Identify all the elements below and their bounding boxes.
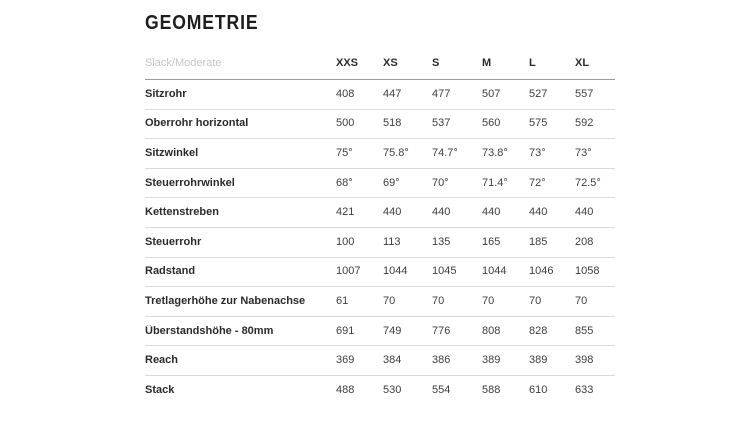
table-row xyxy=(145,80,615,110)
cell-value: 575 xyxy=(529,117,548,130)
cell-value: 208 xyxy=(575,235,594,248)
cell-value: 1007 xyxy=(336,265,361,278)
column-header-xl: XL xyxy=(575,57,590,69)
cell-value: 72° xyxy=(529,176,546,189)
cell-value: 73.8° xyxy=(482,146,508,159)
cell-value: 447 xyxy=(383,87,402,100)
cell-value: 488 xyxy=(336,384,355,397)
cell-value: 75° xyxy=(336,146,353,159)
cell-value: 384 xyxy=(383,354,402,367)
cell-value: 776 xyxy=(432,324,451,337)
cell-value: 135 xyxy=(432,235,451,248)
cell-value: 1045 xyxy=(432,265,457,278)
cell-value: 70 xyxy=(529,294,542,307)
table-header-row xyxy=(145,34,615,80)
cell-value: 588 xyxy=(482,384,501,397)
row-label: Kettenstreben xyxy=(145,206,219,219)
cell-value: 73° xyxy=(529,146,546,159)
column-header-m: M xyxy=(482,57,492,69)
table-row xyxy=(145,228,615,258)
cell-value: 557 xyxy=(575,87,594,100)
cell-value: 527 xyxy=(529,87,548,100)
table-row xyxy=(145,376,615,406)
cell-value: 1044 xyxy=(482,265,507,278)
cell-value: 369 xyxy=(336,354,355,367)
cell-value: 71.4° xyxy=(482,176,508,189)
row-label: Tretlagerhöhe zur Nabenachse xyxy=(145,294,306,307)
cell-value: 440 xyxy=(432,206,451,219)
cell-value: 518 xyxy=(383,117,402,130)
cell-value: 398 xyxy=(575,354,594,367)
row-label: Sitzwinkel xyxy=(145,146,199,159)
cell-value: 70 xyxy=(432,294,445,307)
column-header-l: L xyxy=(529,57,536,69)
row-label: Sitzrohr xyxy=(145,87,187,100)
geometry-section xyxy=(145,0,615,406)
cell-value: 70° xyxy=(432,176,449,189)
cell-value: 560 xyxy=(482,117,501,130)
cell-value: 828 xyxy=(529,324,548,337)
cell-value: 389 xyxy=(529,354,548,367)
table-row xyxy=(145,346,615,376)
cell-value: 61 xyxy=(336,294,349,307)
cell-value: 1044 xyxy=(383,265,408,278)
cell-value: 70 xyxy=(482,294,495,307)
cell-value: 749 xyxy=(383,324,402,337)
cell-value: 691 xyxy=(336,324,355,337)
cell-value: 185 xyxy=(529,235,548,248)
cell-value: 530 xyxy=(383,384,402,397)
cell-value: 477 xyxy=(432,87,451,100)
cell-value: 440 xyxy=(529,206,548,219)
cell-value: 73° xyxy=(575,146,592,159)
table-row xyxy=(145,110,615,140)
cell-value: 68° xyxy=(336,176,353,189)
cell-value: 70 xyxy=(575,294,588,307)
column-header-xxs: XXS xyxy=(336,57,359,69)
table-row xyxy=(145,169,615,199)
cell-value: 537 xyxy=(432,117,451,130)
table-row xyxy=(145,258,615,288)
cell-value: 507 xyxy=(482,87,501,100)
cell-value: 554 xyxy=(432,384,451,397)
row-label: Reach xyxy=(145,354,179,367)
cell-value: 592 xyxy=(575,117,594,130)
column-header-s: S xyxy=(432,57,440,69)
table-row xyxy=(145,317,615,347)
table-row xyxy=(145,287,615,317)
cell-value: 500 xyxy=(336,117,355,130)
row-label: Steuerrohrwinkel xyxy=(145,176,235,189)
cell-value: 72.5° xyxy=(575,176,601,189)
cell-value: 74.7° xyxy=(432,146,458,159)
cell-value: 386 xyxy=(432,354,451,367)
cell-value: 440 xyxy=(575,206,594,219)
table-body xyxy=(145,80,615,406)
cell-value: 389 xyxy=(482,354,501,367)
row-label: Stack xyxy=(145,384,175,397)
row-label: Überstandshöhe - 80mm xyxy=(145,324,274,337)
table-row xyxy=(145,198,615,228)
cell-value: 165 xyxy=(482,235,501,248)
cell-value: 100 xyxy=(336,235,355,248)
cell-value: 1058 xyxy=(575,265,600,278)
row-label: Oberrohr horizontal xyxy=(145,117,249,130)
cell-value: 75.8° xyxy=(383,146,409,159)
cell-value: 440 xyxy=(482,206,501,219)
geometry-table xyxy=(145,34,615,406)
cell-value: 855 xyxy=(575,324,594,337)
row-label: Steuerrohr xyxy=(145,235,202,248)
cell-value: 610 xyxy=(529,384,548,397)
cell-value: 633 xyxy=(575,384,594,397)
cell-value: 421 xyxy=(336,206,355,219)
cell-value: 69° xyxy=(383,176,400,189)
cell-value: 808 xyxy=(482,324,501,337)
column-header-xs: XS xyxy=(383,57,398,69)
cell-value: 113 xyxy=(383,235,401,248)
table-corner-label: Slack/Moderate xyxy=(145,57,222,69)
page-title: GEOMETRIE xyxy=(145,12,259,34)
cell-value: 1046 xyxy=(529,265,554,278)
cell-value: 70 xyxy=(383,294,396,307)
cell-value: 440 xyxy=(383,206,402,219)
cell-value: 408 xyxy=(336,87,355,100)
row-label: Radstand xyxy=(145,265,196,278)
table-row xyxy=(145,139,615,169)
